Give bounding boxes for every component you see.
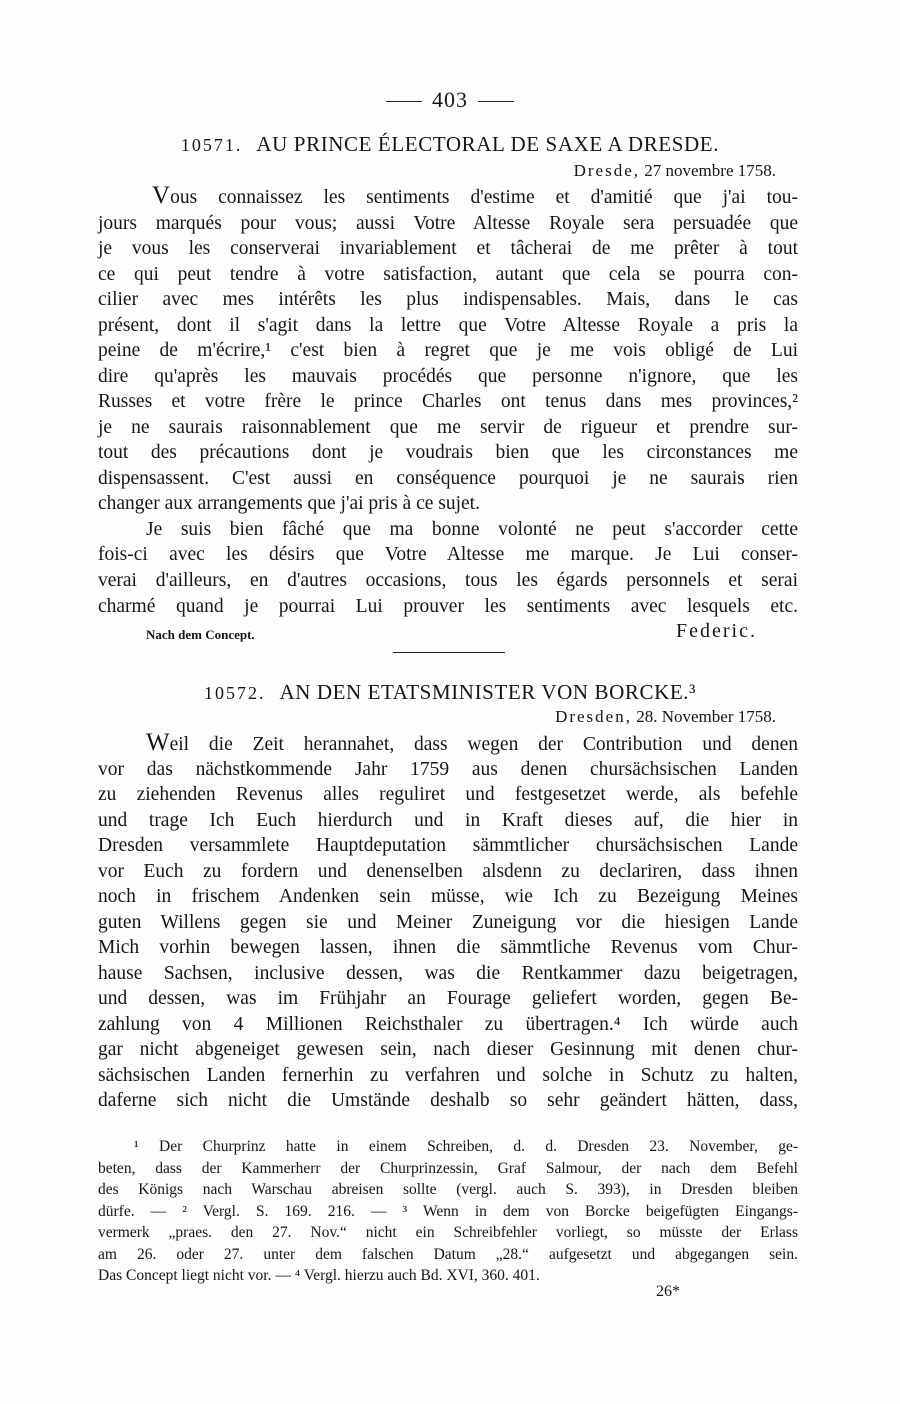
text-line: charmé quand je pourrai Lui prouver les sentiments avec lesquels etc. [98, 596, 798, 617]
page-number-header [0, 87, 900, 113]
letter1-dateline [574, 161, 776, 181]
text-line: Je suis bien fâché que ma bonne volonté ne peut s'accorder cette [146, 519, 798, 540]
text-line: Russes et votre frère le prince Charles ont tenus dans mes provinces,² [98, 391, 798, 412]
footnote-line: am 26. oder 27. unter dem falschen Datum „28.“ aufgesetzt und abgegangen sein. [98, 1246, 798, 1263]
text-line: vor das nächstkommende Jahr 1759 aus denen chursächsischen Landen [98, 759, 798, 780]
text-line: changer aux arrangements que j'ai pris à ce sujet. [98, 493, 480, 514]
letter2-date: 28. November 1758. [636, 707, 776, 726]
letter1-title: AU PRINCE ÉLECTORAL DE SAXE A DRESDE. [256, 132, 720, 156]
header-rule-left [386, 101, 422, 102]
footnote-line: beten, dass der Kammerherr der Churprinzessin, Graf Salmour, der nach dem Befehl [98, 1160, 798, 1177]
footnote-line: Das Concept liegt nicht vor. — ⁴ Vergl. hierzu auch Bd. XVI, 360. 401. [98, 1267, 540, 1284]
text-line: je ne saurais raisonnablement que me servir de rigueur et prendre sur- [98, 417, 798, 438]
text-line: fois-ci avec les désirs que Votre Altesse me marque. Je Lui conser- [98, 544, 798, 565]
letter2-heading [0, 680, 900, 705]
letter2-date-place: Dresden, [555, 707, 632, 726]
letter1-date: 27 novembre 1758. [644, 161, 776, 180]
text-line: vor Euch zu fordern und denenselben alsdenn zu declariren, dass ihnen [98, 861, 798, 882]
text-line: daferne sich nicht die Umstände deshalb so sehr geändert hätten, dass, [98, 1090, 798, 1111]
text-line: hause Sachsen, inclusive dessen, was die Rentkammer dazu beigetragen, [98, 963, 798, 984]
letter1-date-place: Dresde, [573, 161, 641, 180]
drop-initial: W [146, 729, 170, 756]
text-line: guten Willens gegen sie und Meiner Zuneigung vor die hiesigen Lande [98, 912, 798, 933]
footnote-line: dürfe. — ² Vergl. S. 169. 216. — ³ Wenn in dem von Borcke beigefügten Eingangs- [98, 1203, 798, 1220]
signature-mark: 26* [656, 1283, 680, 1300]
text-line: Dresden versammlete Hauptdeputation sämmtlicher chursächsischen Lande [98, 835, 798, 856]
text-line: cilier avec mes intérêts les plus indispensables. Mais, dans le cas [98, 289, 798, 310]
text-line: sächsischen Landen fernerhin zu verfahren und solche in Schutz zu halten, [98, 1065, 798, 1086]
text-line: und trage Ich Euch hierdurch und in Kraft dieses auf, die hier in [98, 810, 798, 831]
letter1-heading [0, 132, 900, 157]
letter2-title: AN DEN ETATSMINISTER VON BORCKE.³ [279, 680, 697, 704]
text-line: zahlung von 4 Millionen Reichsthaler zu übertragen.⁴ Ich würde auch [98, 1014, 798, 1035]
letter1-signature: Federic. [676, 620, 757, 642]
footnote-line: des Königs nach Warschau abreisen sollte (vergl. auch S. 393), in Dresden bleiben [98, 1181, 798, 1198]
letter1-source-note: Nach dem Concept. [146, 627, 255, 642]
text-line: noch in frischem Andenken sein müsse, wie Ich zu Bezeigung Meines [98, 886, 798, 907]
text-line: Vous connaissez les sentiments d'estime et d'amitié que j'ai tou- [152, 182, 798, 209]
letter2-number: 10572. [203, 683, 266, 703]
text-line: présent, dont il s'agit dans la lettre que Votre Altesse Royale a pris la [98, 315, 798, 336]
text-line: dispensassent. C'est aussi en conséquence pourquoi je ne saurais rien [98, 468, 798, 489]
drop-initial: V [152, 182, 171, 209]
text-line: tout des précautions dont je voudrais bien que les circonstances me [98, 442, 798, 463]
text-line: Mich vorhin bewegen lassen, ihnen die sämmtliche Revenus vom Chur- [98, 937, 798, 958]
text-line: peine de m'écrire,¹ c'est bien à regret que je me vois obligé de Lui [98, 340, 798, 361]
text-line: ce qui peut tendre à votre satisfaction, autant que cela se pourra con- [98, 264, 798, 285]
text-line: zu ziehenden Revenus alles reguliret und festgesetzet werde, als befehle [98, 784, 798, 805]
footnote-line: vermerk „praes. den 27. Nov.“ nicht ein Schreibfehler vorliegt, so müsste der Erlass [98, 1224, 798, 1241]
letter2-dateline [555, 707, 776, 727]
text-line: und dessen, was im Frühjahr an Fourage geliefert worden, gegen Be- [98, 988, 798, 1009]
page-number: 403 [432, 87, 468, 112]
text-line: verai d'ailleurs, en d'autres occasions, tous les égards personnels et serai [98, 570, 798, 591]
text-line: je vous les conserverai invariablement et tâcherai de me prêter à tout [98, 238, 798, 259]
text-line: jours marqués pour vous; aussi Votre Altesse Royale sera persuadée que [98, 213, 798, 234]
letter1-number: 10571. [180, 135, 243, 155]
text-line: Weil die Zeit herannahet, dass wegen der Contribution und denen [146, 729, 798, 756]
footnote-line: ¹ Der Churprinz hatte in einem Schreiben, d. d. Dresden 23. November, ge- [134, 1138, 798, 1155]
header-rule-right [478, 101, 514, 102]
letter-separator-rule [393, 652, 505, 653]
text-line: gar nicht abgeneiget gewesen sein, nach dieser Gesinnung mit denen chur- [98, 1039, 798, 1060]
text-line: dire qu'après les mauvais procédés que personne n'ignore, que les [98, 366, 798, 387]
